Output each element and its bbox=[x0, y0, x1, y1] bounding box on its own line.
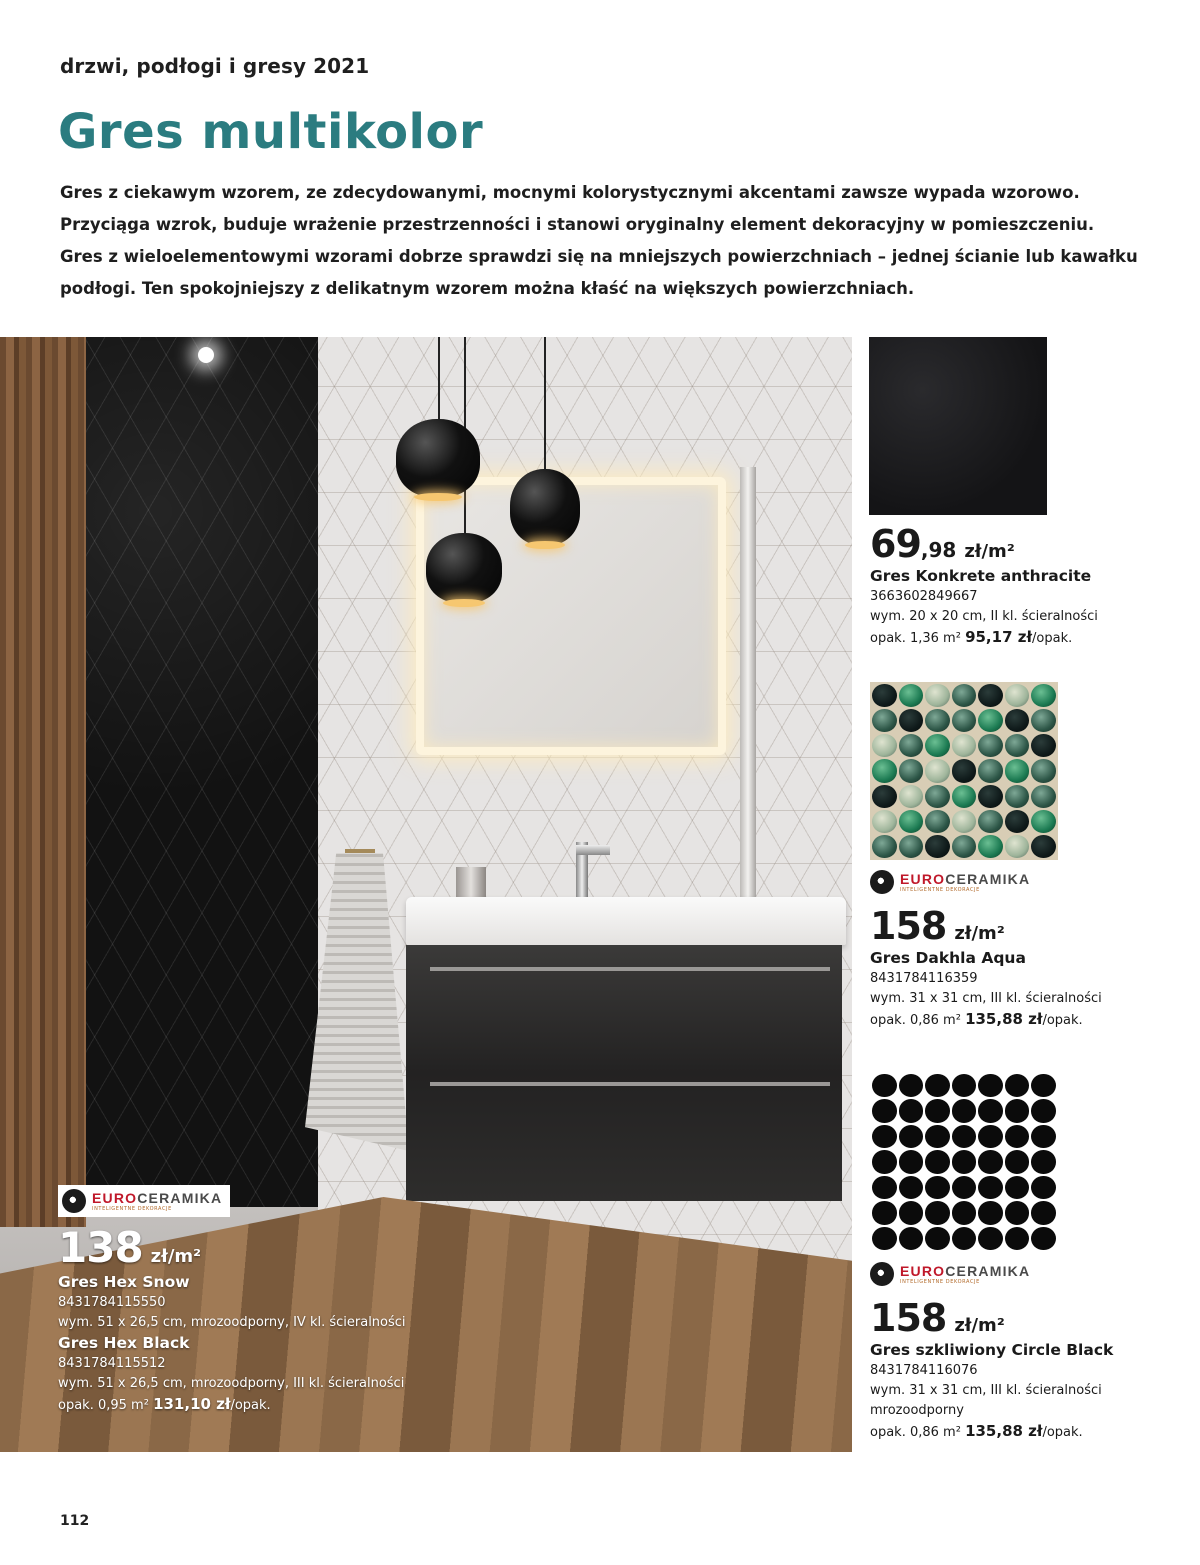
product-code: 8431784116076 bbox=[870, 1363, 978, 1378]
pack-suffix: /opak. bbox=[230, 1398, 271, 1413]
pack-info bbox=[870, 1009, 1170, 1031]
brand-tagline: INTELIGENTNE DEKORACJE bbox=[900, 886, 980, 893]
pendant-lamp bbox=[426, 533, 502, 603]
product-spec: wym. 31 x 31 cm, III kl. ścieralności bbox=[870, 1383, 1102, 1398]
product-spec-extra: mrozoodporny bbox=[870, 1403, 964, 1418]
pack-size: opak. 0,86 m² bbox=[870, 1013, 961, 1028]
pack-price: 131,10 zł bbox=[153, 1395, 231, 1413]
drawer-handle bbox=[430, 1082, 830, 1086]
product-card bbox=[870, 866, 1170, 1031]
product-code: 8431784115512 bbox=[58, 1356, 166, 1371]
globe-icon bbox=[870, 870, 894, 894]
price bbox=[58, 1223, 458, 1272]
ceiling-light bbox=[198, 347, 214, 363]
brand-tagline: INTELIGENTNE DEKORACJE bbox=[900, 1278, 980, 1285]
towel-hook bbox=[345, 849, 375, 853]
swatch-dakhla-aqua bbox=[870, 682, 1058, 860]
product-spec: wym. 20 x 20 cm, II kl. ścieralności bbox=[870, 609, 1098, 624]
product-code: 8431784115550 bbox=[58, 1295, 166, 1310]
price-amount: 158 bbox=[870, 904, 947, 948]
pack-size: opak. 0,86 m² bbox=[870, 1425, 961, 1440]
brand-euro: EURO bbox=[900, 1262, 946, 1279]
swatch-circle-black bbox=[870, 1072, 1058, 1252]
brand-ceramika: CERAMIKA bbox=[945, 1262, 1031, 1279]
intro-line: Przyciąga wzrok, buduje wrażenie przestrzenności i stanowi oryginalny element dekoracyjny w pomieszczeniu. bbox=[60, 215, 1095, 234]
swatch-konkrete-anthracite bbox=[869, 337, 1047, 515]
brand-logo bbox=[58, 1185, 230, 1217]
page-title: Gres multikolor bbox=[58, 104, 484, 160]
product-name: Gres Hex Snow bbox=[58, 1273, 190, 1291]
intro-text bbox=[60, 177, 1150, 305]
brand-ceramika: CERAMIKA bbox=[945, 870, 1031, 887]
lamp-cable bbox=[544, 337, 546, 477]
price-amount: 138 bbox=[58, 1223, 143, 1272]
price-unit: zł/m² bbox=[150, 1246, 202, 1267]
brand-logo bbox=[870, 866, 1030, 898]
pack-info bbox=[870, 1421, 1170, 1443]
product-name: Gres szkliwiony Circle Black bbox=[870, 1341, 1114, 1359]
pack-size: opak. 0,95 m² bbox=[58, 1398, 149, 1413]
price-unit: zł/m² bbox=[964, 541, 1015, 562]
intro-line: Gres z wieloelementowymi wzorami dobrze sprawdzi się na mniejszych powierzchniach – jednej ścianie lub kawałku bbox=[60, 247, 1138, 266]
vanity-cabinet bbox=[406, 945, 842, 1201]
product-code: 3663602849667 bbox=[870, 589, 978, 604]
product-spec: wym. 51 x 26,5 cm, mrozoodporny, III kl. ścieralności bbox=[58, 1376, 405, 1391]
pendant-lamp bbox=[510, 469, 580, 545]
brand-euro: EURO bbox=[92, 1189, 138, 1206]
product-spec: wym. 31 x 31 cm, III kl. ścieralności bbox=[870, 991, 1102, 1006]
pack-suffix: /opak. bbox=[1032, 631, 1073, 646]
price-amount: 69 bbox=[870, 522, 921, 566]
section-label: drzwi, podłogi i gresy 2021 bbox=[60, 54, 370, 78]
intro-line: podłogi. Ten spokojniejszy z delikatnym wzorem można kłaść na większych powierzchniach. bbox=[60, 279, 915, 298]
lamp-cable bbox=[438, 337, 440, 427]
hex-black-wall bbox=[86, 337, 318, 1207]
globe-icon bbox=[870, 1262, 894, 1286]
product-code: 8431784116359 bbox=[870, 971, 978, 986]
pack-suffix: /opak. bbox=[1042, 1425, 1083, 1440]
pendant-lamp bbox=[396, 419, 480, 497]
pack-size: opak. 1,36 m² bbox=[870, 631, 961, 646]
price bbox=[870, 1296, 1170, 1340]
product-spec: wym. 51 x 26,5 cm, mrozoodporny, IV kl. ścieralności bbox=[58, 1315, 406, 1330]
product-card bbox=[870, 1258, 1170, 1443]
brand-ceramika: CERAMIKA bbox=[137, 1189, 223, 1206]
price-unit: zł/m² bbox=[954, 923, 1005, 944]
globe-icon bbox=[62, 1189, 86, 1213]
brand-euro: EURO bbox=[900, 870, 946, 887]
brand-logo bbox=[870, 1258, 1030, 1290]
product-name: Gres Hex Black bbox=[58, 1334, 190, 1352]
pack-suffix: /opak. bbox=[1042, 1013, 1083, 1028]
pack-price: 95,17 zł bbox=[965, 628, 1033, 646]
pack-info bbox=[58, 1394, 458, 1416]
page-number: 112 bbox=[60, 1513, 90, 1529]
product-name: Gres Dakhla Aqua bbox=[870, 949, 1026, 967]
price-amount: 158 bbox=[870, 1296, 947, 1340]
product-card bbox=[870, 522, 1170, 649]
washbasin bbox=[406, 897, 846, 945]
drawer-handle bbox=[430, 967, 830, 971]
pack-price: 135,88 zł bbox=[965, 1422, 1043, 1440]
price-decimals: ,98 bbox=[920, 538, 957, 562]
price-unit: zł/m² bbox=[954, 1315, 1005, 1336]
faucet-spout bbox=[576, 845, 610, 855]
price bbox=[870, 904, 1170, 948]
product-name: Gres Konkrete anthracite bbox=[870, 567, 1092, 585]
intro-line: Gres z ciekawym wzorem, ze zdecydowanymi, mocnymi kolorystycznymi akcentami zawsze wypada wzorowo. bbox=[60, 183, 1080, 202]
brand-tagline: INTELIGENTNE DEKORACJE bbox=[92, 1205, 172, 1212]
pack-price: 135,88 zł bbox=[965, 1010, 1043, 1028]
price bbox=[870, 522, 1170, 566]
wood-wall bbox=[0, 337, 86, 1227]
photo-offer bbox=[58, 1185, 458, 1416]
pack-info bbox=[870, 627, 1170, 649]
